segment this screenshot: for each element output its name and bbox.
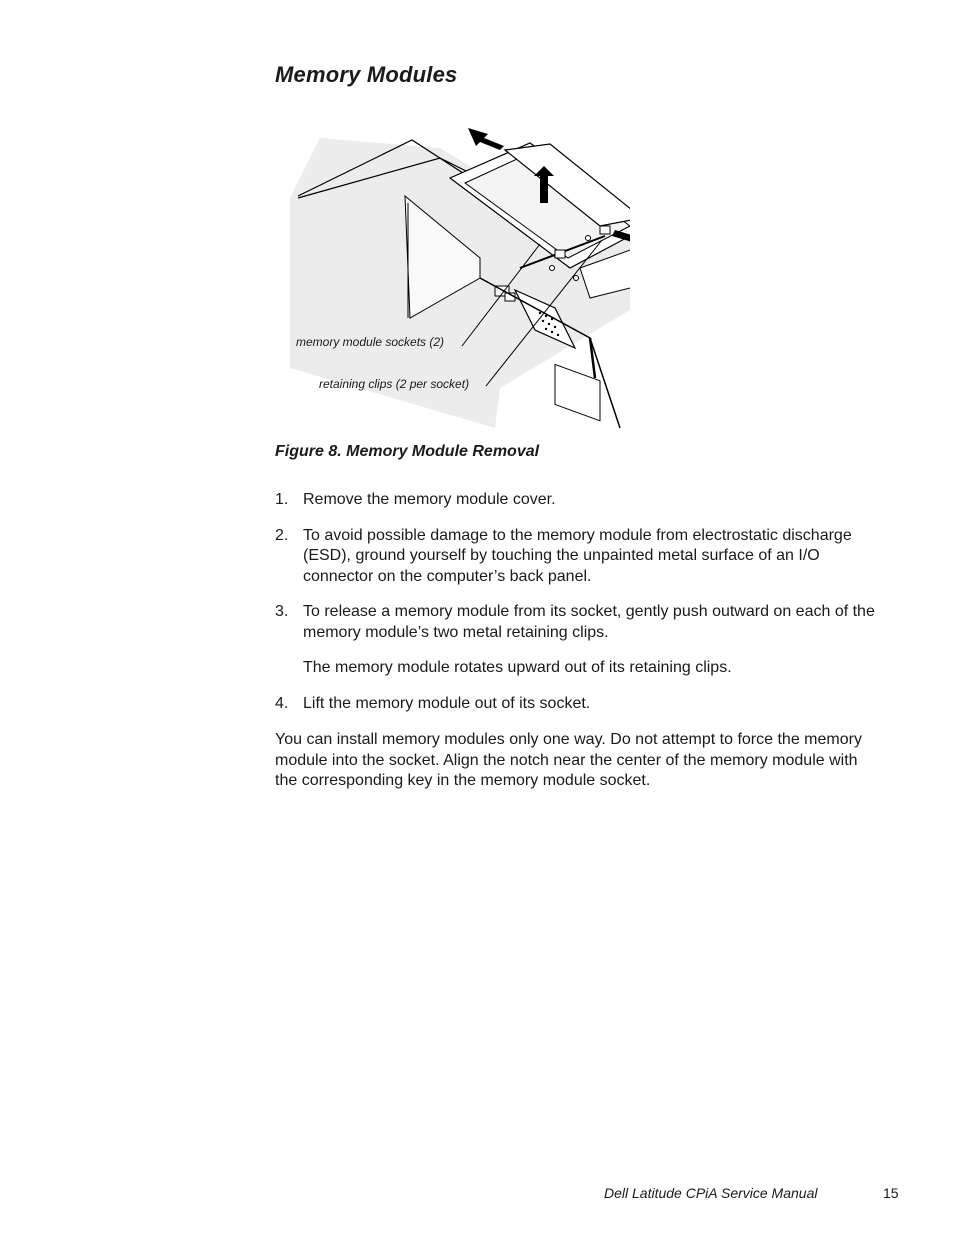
step-item [275,602,875,679]
footer-manual-title: Dell Latitude CPiA Service Manual [604,1185,818,1201]
step-number: 4. [275,694,289,712]
footer-page-number: 15 [883,1185,899,1201]
step-number: 3. [275,603,289,620]
step-item [275,526,875,588]
removal-steps [275,490,875,729]
step-text: Remove the memory module cover. [303,491,556,508]
step-text: To release a memory module from its socket, gently push outward on each of the memory module’s two metal retaining clips. [303,603,875,641]
step-text: Lift the memory module out of its socket. [303,694,591,712]
figure-caption: Figure 8. Memory Module Removal [275,443,540,460]
step-item [275,490,875,511]
step-number: 2. [275,526,289,544]
installation-note: You can install memory modules only one way. Do not attempt to force the memory module into the socket. Align the notch near the center of the memory module with the corresponding key in the memory module socket. [275,731,862,789]
page-heading: Memory Modules [275,62,458,87]
step-note: The memory module rotates upward out of its retaining clips. [303,659,732,676]
callout-retaining-clips: retaining clips (2 per socket) [319,377,470,391]
step-text: To avoid possible damage to the memory module from electrostatic discharge (ESD), ground yourself by touching the unpainted metal surface of an I/O connector on the computer’s back panel. [303,526,852,585]
step-item [275,694,875,715]
callout-memory-sockets: memory module sockets (2) [296,335,445,349]
step-number: 1. [275,491,289,508]
